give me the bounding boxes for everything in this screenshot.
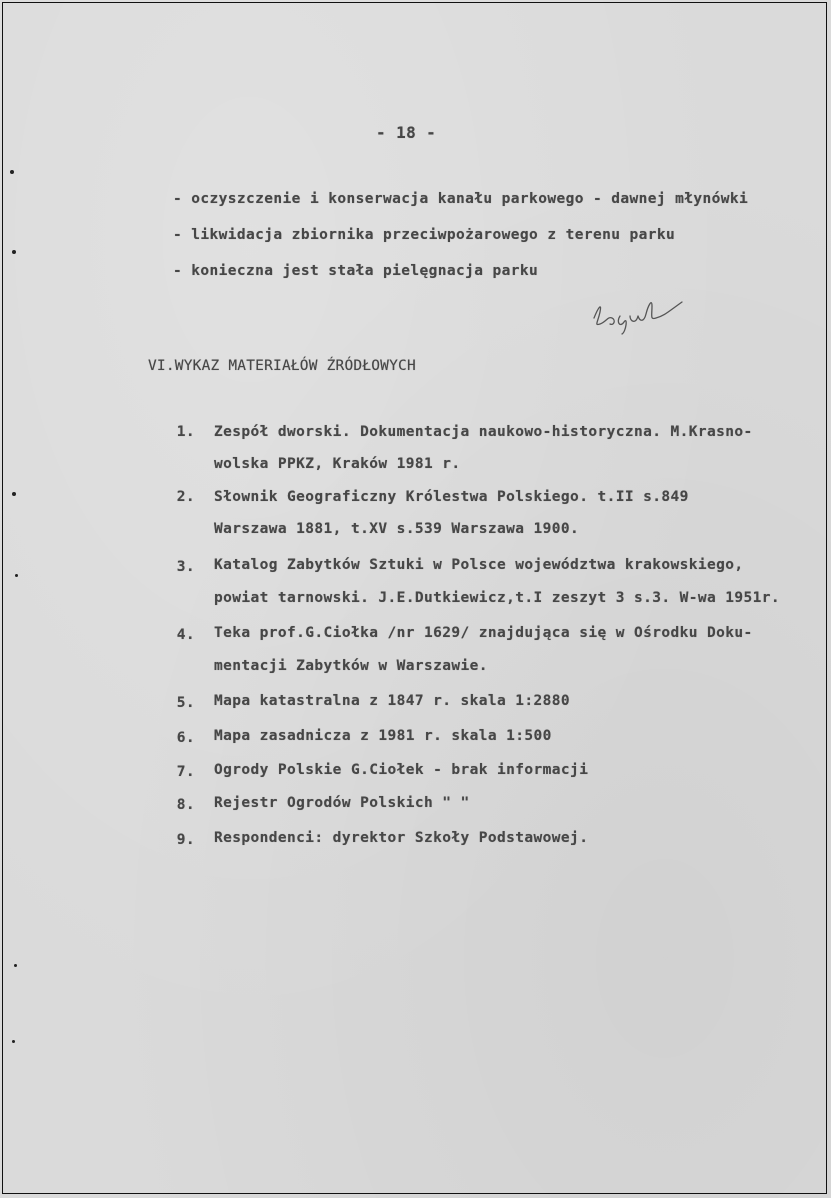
margin-dot	[12, 250, 16, 254]
conclusion-line: - konieczna jest stała pielęgnacja parku	[173, 263, 539, 279]
reference-number: 1.	[176, 424, 195, 440]
section-heading: VI.WYKAZ MATERIAŁÓW ŹRÓDŁOWYCH	[148, 358, 416, 374]
reference-line: Teka prof.G.Ciołka /nr 1629/ znajdująca się w Ośrodku Doku-	[214, 625, 753, 641]
reference-line: mentacji Zabytków w Warszawie.	[214, 658, 488, 674]
reference-line: Słownik Geograficzny Królestwa Polskiego. t.II s.849	[214, 489, 689, 505]
reference-line: Katalog Zabytków Sztuki w Polsce województwa krakowskiego,	[214, 557, 744, 573]
conclusion-line: - oczyszczenie i konserwacja kanału parkowego - dawnej młynówki	[173, 191, 749, 207]
conclusion-line: - likwidacja zbiornika przeciwpożarowego z terenu parku	[173, 227, 676, 243]
reference-line: Mapa zasadnicza z 1981 r. skala 1:500	[214, 728, 552, 744]
reference-number: 9.	[176, 832, 195, 848]
reference-line: wolska PPKZ, Kraków 1981 r.	[214, 456, 461, 472]
reference-line: Mapa katastralna z 1847 r. skala 1:2880	[214, 693, 571, 709]
reference-line: Respondenci: dyrektor Szkoły Podstawowej.	[214, 830, 589, 846]
reference-number: 2.	[176, 489, 195, 505]
reference-line: Ogrody Polskie G.Ciołek - brak informacji	[214, 762, 589, 778]
reference-line: Rejestr Ogrodów Polskich " "	[214, 795, 470, 811]
reference-number: 4.	[176, 627, 195, 643]
reference-number: 3.	[176, 559, 195, 575]
reference-number: 5.	[176, 695, 195, 711]
margin-dot	[12, 492, 16, 496]
reference-number: 8.	[176, 797, 195, 813]
margin-dot	[14, 964, 17, 967]
reference-line: powiat tarnowski. J.E.Dutkiewicz,t.I zeszyt 3 s.3. W-wa 1951r.	[214, 590, 781, 606]
reference-number: 6.	[176, 730, 195, 746]
reference-line: Warszawa 1881, t.XV s.539 Warszawa 1900.	[214, 521, 580, 537]
margin-dot	[12, 1040, 15, 1043]
reference-line: Zespół dworski. Dokumentacja naukowo-historyczna. M.Krasno-	[214, 424, 753, 440]
page-number: - 18 -	[376, 123, 437, 142]
handwritten-signature	[586, 288, 696, 336]
reference-number: 7.	[176, 764, 195, 780]
margin-dot	[15, 574, 18, 577]
margin-dot	[10, 170, 14, 174]
